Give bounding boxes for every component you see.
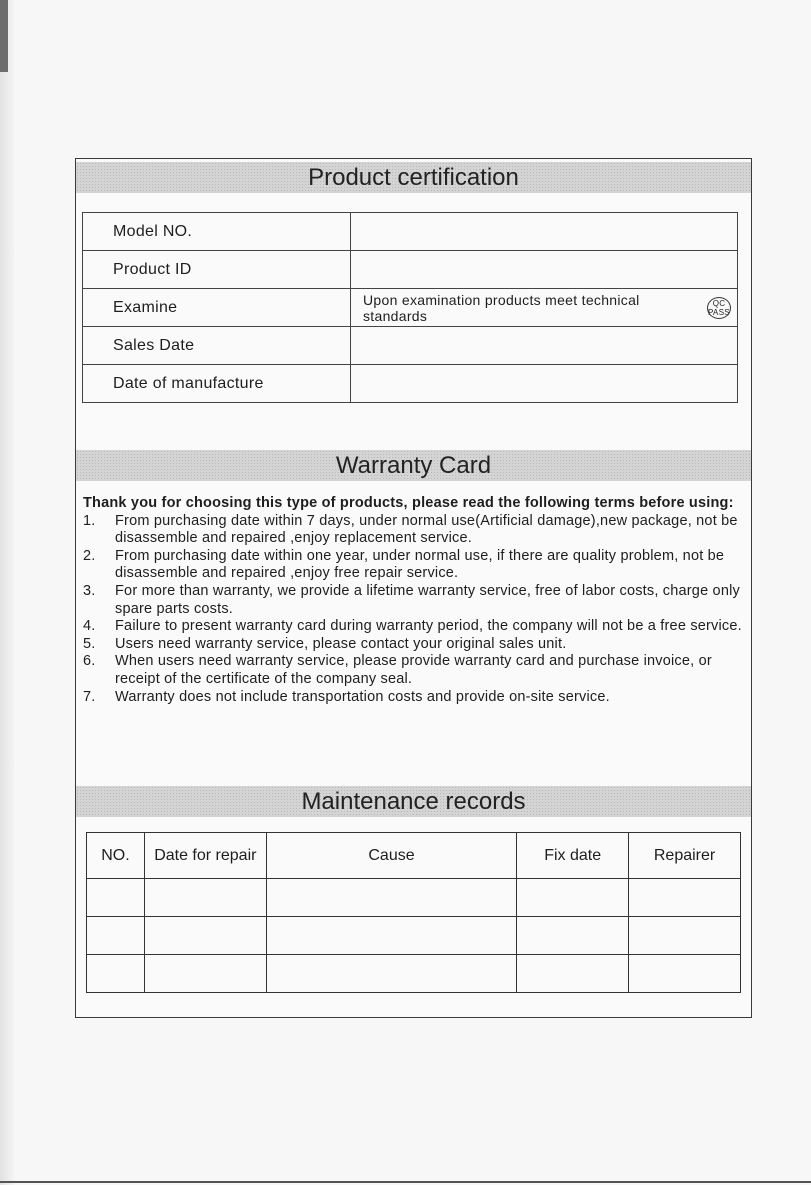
table-row: [83, 213, 738, 251]
term-text: When users need warranty service, please provide warranty card and purchase invoice, or receipt of the certificate of the company seal.: [115, 653, 712, 687]
col-header-cause: Cause: [266, 833, 517, 879]
warranty-terms: [83, 495, 745, 706]
table-cell: [87, 955, 145, 993]
certification-table: [82, 212, 738, 403]
sales-date-label: Sales Date: [83, 327, 351, 365]
table-row: [83, 327, 738, 365]
table-row: [87, 879, 741, 917]
term-number: 2.: [83, 547, 96, 564]
table-row: [83, 251, 738, 289]
term-number: 5.: [83, 635, 96, 652]
table-cell: [87, 917, 145, 955]
manufacture-date-label: Date of manufacture: [83, 365, 351, 403]
list-item: [83, 689, 745, 707]
list-item: [83, 513, 745, 548]
term-text: For more than warranty, we provide a lifetime warranty service, free of labor costs, charge only spare parts costs.: [115, 582, 740, 617]
terms-list: [83, 513, 745, 707]
table-cell: [517, 917, 629, 955]
examine-value: Upon examination products meet technical standards: [363, 291, 640, 324]
table-cell: [144, 879, 266, 917]
term-number: 6.: [83, 653, 96, 670]
certification-heading: Product certification: [76, 162, 751, 193]
table-cell: [629, 955, 741, 993]
product-id-label: Product ID: [83, 251, 351, 289]
term-text: From purchasing date within one year, under normal use, if there are quality problem, not be disassemble and repaired ,enjoy free repair service.: [115, 547, 725, 582]
term-text: Failure to present warranty card during warranty period, the company will not be a free service.: [115, 618, 742, 635]
qc-pass-stamp: QC PASS: [708, 299, 730, 317]
model-no-label: Model NO.: [83, 213, 351, 251]
table-cell: [144, 917, 266, 955]
table-cell: [266, 955, 517, 993]
term-text: Warranty does not include transportation costs and provide on-site service.: [115, 688, 610, 705]
maintenance-table: [86, 832, 741, 993]
term-text: From purchasing date within 7 days, under normal use(Artificial damage),new package, not be disassemble and repaired ,enjoy replacement service.: [115, 512, 738, 547]
scan-mark: [0, 0, 8, 72]
term-number: 3.: [83, 582, 96, 599]
list-item: [83, 583, 745, 618]
warranty-card-frame: [75, 158, 752, 1018]
term-number: 4.: [83, 618, 96, 635]
table-cell: [266, 917, 517, 955]
table-row: [83, 365, 738, 403]
model-no-value: [351, 213, 738, 251]
list-item: [83, 653, 745, 688]
table-cell: [144, 955, 266, 993]
table-cell: [87, 879, 145, 917]
manufacture-date-value: [351, 365, 738, 403]
table-cell: [517, 955, 629, 993]
col-header-date-for-repair: Date for repair: [144, 833, 266, 879]
warranty-intro: Thank you for choosing this type of products, please read the following terms before using:: [83, 495, 734, 511]
list-item: [83, 636, 745, 654]
col-header-fix-date: Fix date: [517, 833, 629, 879]
maintenance-heading: Maintenance records: [76, 786, 751, 817]
scan-bottom-line: [0, 1181, 811, 1183]
term-text: Users need warranty service, please contact your original sales unit.: [115, 635, 567, 652]
col-header-no: NO.: [87, 833, 145, 879]
table-cell: [266, 879, 517, 917]
table-row: [87, 955, 741, 993]
sales-date-value: [351, 327, 738, 365]
term-number: 1.: [83, 512, 96, 529]
table-row: [87, 917, 741, 955]
product-id-value: [351, 251, 738, 289]
table-row: [83, 289, 738, 327]
table-cell: [517, 879, 629, 917]
warranty-heading: Warranty Card: [76, 450, 751, 481]
scan-edge-left: [0, 0, 14, 1185]
table-cell: [629, 879, 741, 917]
examine-value-cell: [351, 289, 738, 327]
table-header-row: [87, 833, 741, 879]
col-header-repairer: Repairer: [629, 833, 741, 879]
table-cell: [629, 917, 741, 955]
examine-label: Examine: [83, 289, 351, 327]
list-item: [83, 618, 745, 636]
term-number: 7.: [83, 688, 96, 705]
list-item: [83, 548, 745, 583]
